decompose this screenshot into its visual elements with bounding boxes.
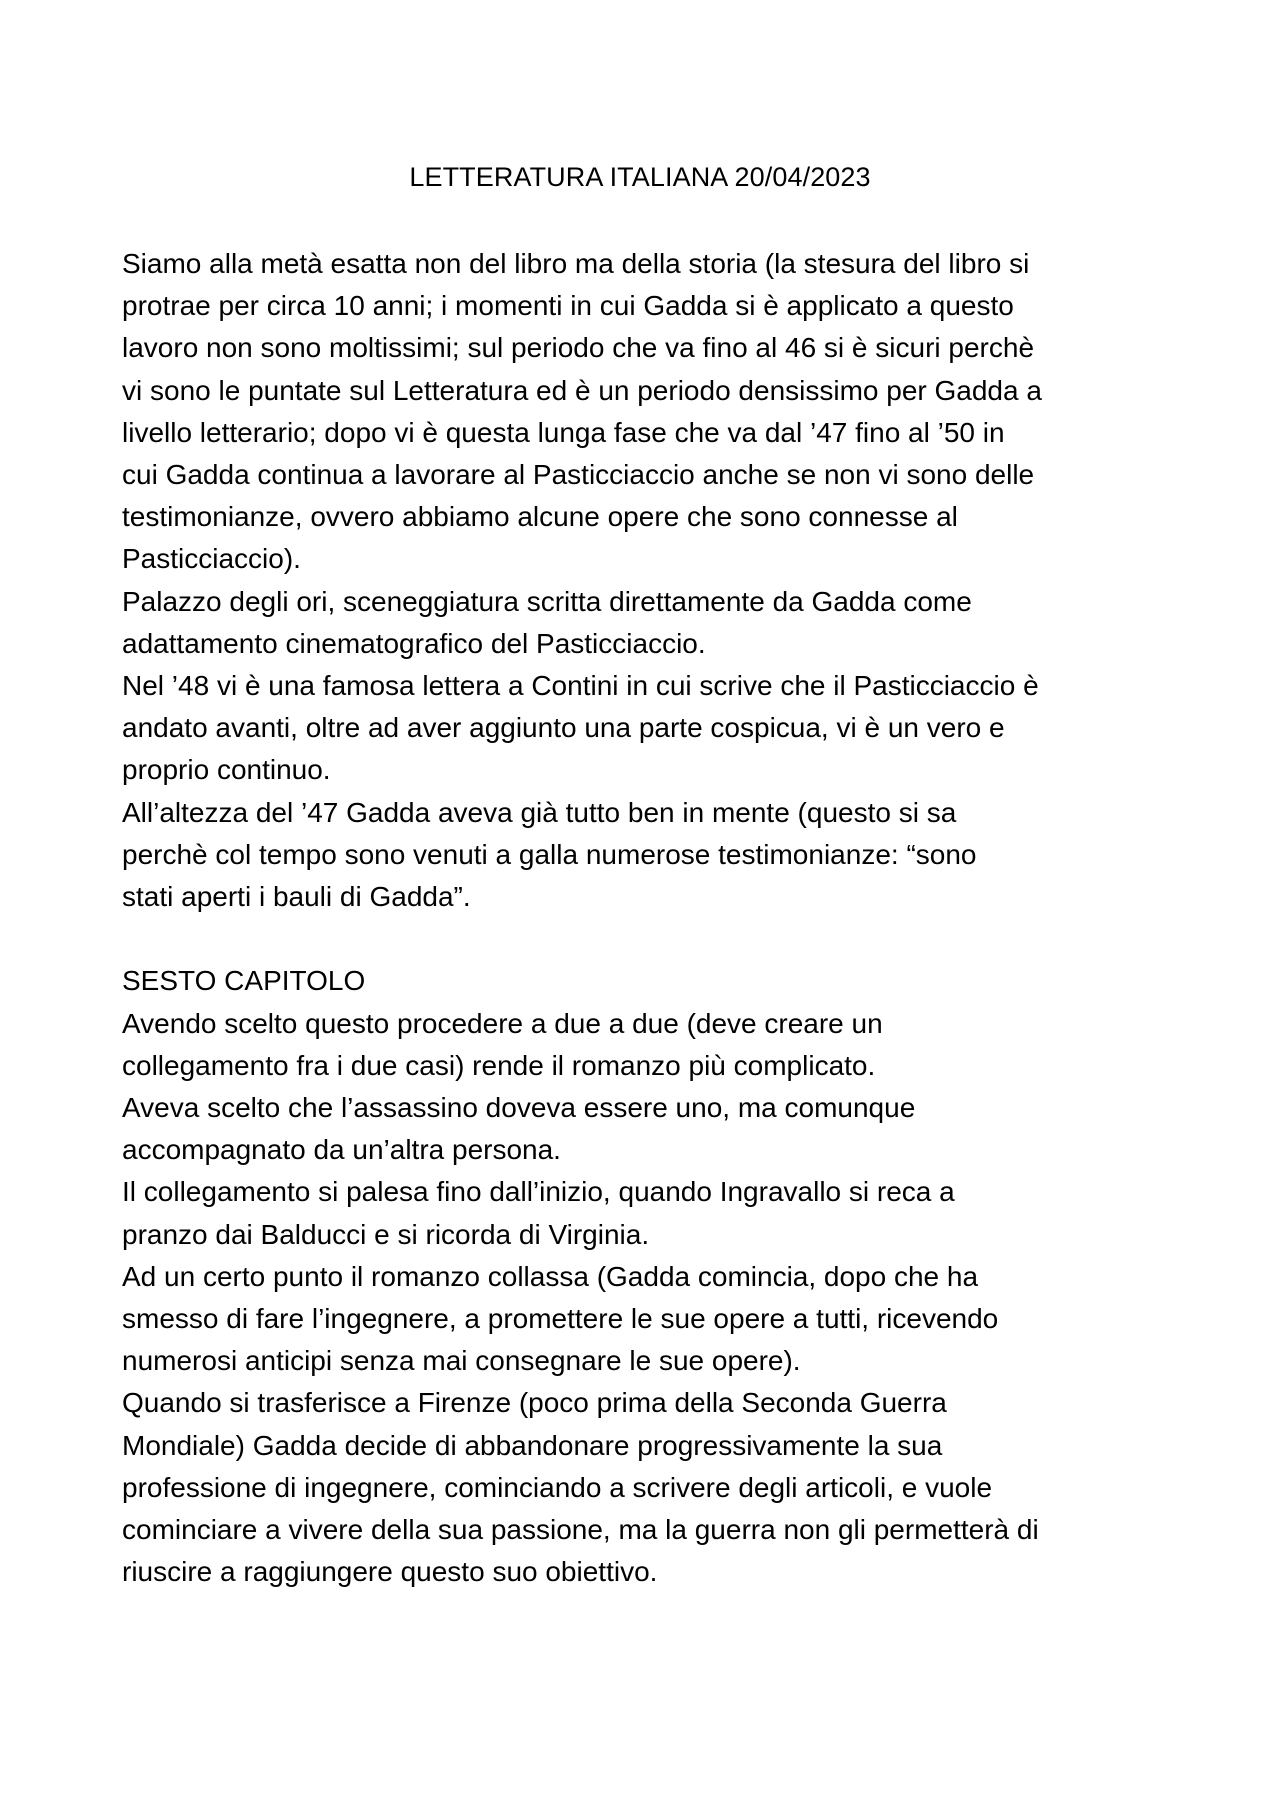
paragraph: Siamo alla metà esatta non del libro ma della storia (la stesura del libro si protrae per circa 10 anni; i momenti in cui Gadda si è applicato a questo lavoro non sono moltissimi; sul periodo che va fino al 46 si è sicuri perchè vi sono le puntate sul Letteratura ed è un periodo densissimo per Gadda a livello letterario; dopo vi è questa lunga fase che va dal ’47 fino al ’50 in cui Gadda continua a lavorare al Pasticciaccio anche se non vi sono delle testimonianze, ovvero abbiamo alcune opere che sono connesse al Pasticciaccio). bbox=[122, 248, 1042, 575]
paragraph: Aveva scelto che l’assassino doveva essere uno, ma comunque accompagnato da un’altra persona. bbox=[122, 1092, 916, 1166]
paragraph: Palazzo degli ori, sceneggiatura scritta direttamente da Gadda come adattamento cinematografico del Pasticciaccio. bbox=[122, 585, 972, 659]
page-title: LETTERATURA ITALIANA 20/04/2023 bbox=[409, 162, 871, 192]
blank-line bbox=[122, 918, 1172, 960]
paragraph: Ad un certo punto il romanzo collassa (Gadda comincia, dopo che ha smesso di fare l’ingegnere, a promettere le sue opere a tutti, ricevendo numerosi anticipi senza mai consegnare le sue opere). bbox=[122, 1260, 999, 1377]
paragraph: Nel ’48 vi è una famosa lettera a Contini in cui scrive che il Pasticciaccio è andato avanti, oltre ad aver aggiunto una parte cospicua, vi è un vero e proprio continuo. bbox=[122, 670, 1039, 786]
paragraph: All’altezza del ’47 Gadda aveva già tutto ben in mente (questo si sa perchè col tempo sono venuti a galla numerose testimonianze: “sono stati aperti i bauli di Gadda”. bbox=[122, 796, 977, 913]
document-body bbox=[122, 243, 1172, 1593]
section-heading: SESTO CAPITOLO bbox=[122, 965, 366, 997]
paragraph: Il collegamento si palesa fino dall’inizio, quando Ingravallo si reca a pranzo dai Balducci e si ricorda di Virginia. bbox=[122, 1176, 955, 1250]
paragraph: Avendo scelto questo procedere a due a due (deve creare un collegamento fra i due casi) rende il romanzo più complicato. bbox=[122, 1007, 883, 1081]
paragraph: Quando si trasferisce a Firenze (poco prima della Seconda Guerra Mondiale) Gadda decide di abbandonare progressivamente la sua professione di ingegnere, cominciando a scrivere degli articoli, e vuole cominciare a vivere della sua passione, ma la guerra non gli permetterà di riuscire a raggiungere questo suo obiettivo. bbox=[122, 1387, 1039, 1588]
